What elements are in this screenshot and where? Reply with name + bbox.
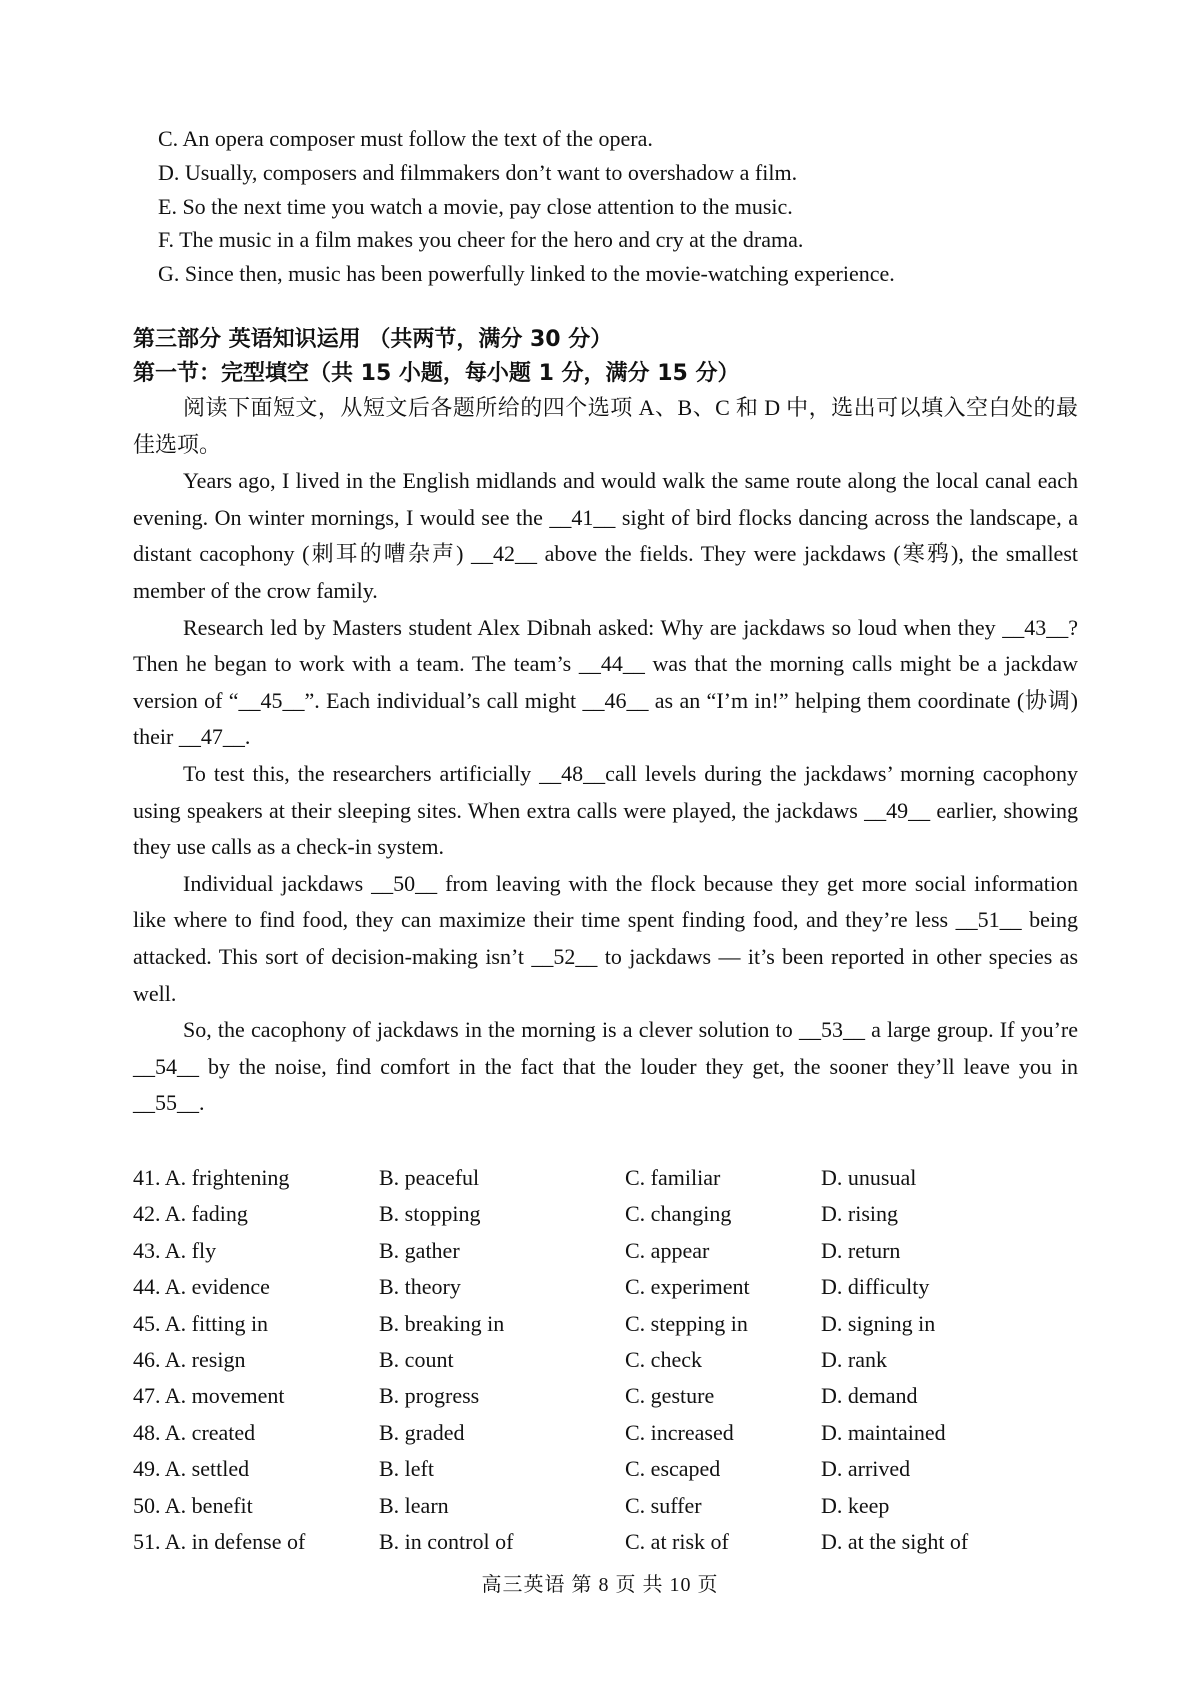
choice-c: C. changing <box>625 1201 732 1227</box>
choice-c: C. at risk of <box>625 1528 729 1554</box>
choice-c: C. stepping in <box>625 1310 748 1336</box>
choice-row-41 <box>133 1160 1078 1196</box>
choice-c: C. check <box>625 1346 702 1372</box>
passage-paragraph-5: So, the cacophony of jackdaws in the morning is a clever solution to __53__ a large group. If you’re __54__ by the noise, find comfort in the fact that the louder they get, the sooner they’ll leave you in __55__. <box>133 1017 1078 1116</box>
choice-row-47 <box>133 1378 1078 1414</box>
choice-a: 44. A. evidence <box>133 1274 270 1300</box>
choice-c: C. familiar <box>625 1165 721 1190</box>
passage-block <box>133 390 1078 1122</box>
section-heading: 第一节：完型填空（共 15 小题，每小题 1 分，满分 15 分） <box>133 361 740 386</box>
choice-d: D. unusual <box>821 1165 917 1190</box>
choice-row-49 <box>133 1451 1078 1487</box>
choice-d: D. at the sight of <box>821 1528 969 1554</box>
choice-b: B. learn <box>379 1492 449 1518</box>
choice-c: C. escaped <box>625 1456 721 1482</box>
choice-b: B. graded <box>379 1419 465 1445</box>
passage-paragraph-3: To test this, the researchers artificially __48__call levels during the jackdaws’ morning cacophony using speakers at their sleeping sites. When extra calls were played, the jackdaws __49__ earlier, showing they use calls as a check-in system. <box>133 760 1078 860</box>
choice-a: 48. A. created <box>133 1419 256 1445</box>
choice-a: 42. A. fading <box>133 1201 248 1227</box>
choice-row-46 <box>133 1342 1078 1378</box>
choice-a: 41. A. frightening <box>133 1165 290 1190</box>
choice-b: B. in control of <box>379 1528 514 1554</box>
choice-a: 51. A. in defense of <box>133 1528 306 1554</box>
choice-d: D. keep <box>821 1492 890 1518</box>
answer-choices <box>133 1160 1078 1560</box>
choice-a: 45. A. fitting in <box>133 1310 269 1336</box>
choice-a: 43. A. fly <box>133 1237 217 1263</box>
choice-c: C. experiment <box>625 1274 750 1300</box>
passage-paragraph-4: Individual jackdaws __50__ from leaving with the flock because they get more social information like where to find food, they can maximize their time spent finding food, and they’re less __51__ being attacked. This sort of decision-making isn’t __52__ to jackdaws — it’s been reported in other species as well. <box>133 870 1078 1006</box>
choice-row-50 <box>133 1488 1078 1524</box>
choice-d: D. maintained <box>821 1419 946 1445</box>
choice-row-42 <box>133 1196 1078 1232</box>
page-footer: 高三英语 第 8 页 共 10 页 <box>481 1574 719 1596</box>
choice-row-44 <box>133 1269 1078 1305</box>
passage-paragraph-2: Research led by Masters student Alex Dibnah asked: Why are jackdaws so loud when they __43__? Then he began to work with a team. The team’s __44__ was that the morning calls might be a jackdaw version of “__45__”. Each individual’s call might __46__ as an “I’m in!” helping them coordinate (协调) their __47__. <box>133 614 1078 750</box>
choice-b: B. progress <box>379 1383 480 1409</box>
choice-a: 47. A. movement <box>133 1383 285 1409</box>
choice-row-51 <box>133 1524 1078 1560</box>
choice-c: C. suffer <box>625 1492 702 1518</box>
choice-c: C. appear <box>625 1237 710 1263</box>
option-c: C. An opera composer must follow the text of the opera. <box>158 126 653 151</box>
choice-b: B. stopping <box>379 1201 481 1227</box>
option-g: G. Since then, music has been powerfully linked to the movie-watching experience. <box>158 261 895 286</box>
instruction-text: 阅读下面短文，从短文后各题所给的四个选项 A、B、C 和 D 中，选出可以填入空白处的最佳选项。 <box>133 395 1078 457</box>
option-e: E. So the next time you watch a movie, pay close attention to the music. <box>158 194 793 219</box>
choice-b: B. peaceful <box>379 1165 480 1190</box>
choice-d: D. rising <box>821 1201 898 1227</box>
choice-b: B. left <box>379 1456 434 1482</box>
choice-b: B. count <box>379 1346 454 1372</box>
choice-d: D. difficulty <box>821 1274 930 1300</box>
part-heading: 第三部分 英语知识运用 （共两节，满分 30 分） <box>133 327 613 352</box>
choice-d: D. rank <box>821 1346 887 1372</box>
choice-d: D. arrived <box>821 1456 911 1482</box>
option-f: F. The music in a film makes you cheer for the hero and cry at the drama. <box>158 227 804 252</box>
choice-c: C. gesture <box>625 1383 715 1409</box>
choice-row-45 <box>133 1306 1078 1342</box>
choice-b: B. breaking in <box>379 1310 505 1336</box>
choice-b: B. theory <box>379 1274 461 1300</box>
choice-d: D. signing in <box>821 1310 936 1336</box>
option-d: D. Usually, composers and filmmakers don’t want to overshadow a film. <box>158 160 798 185</box>
choice-c: C. increased <box>625 1419 734 1445</box>
choice-row-43 <box>133 1233 1078 1269</box>
choice-row-48 <box>133 1415 1078 1451</box>
choice-d: D. return <box>821 1237 901 1263</box>
passage-paragraph-1: Years ago, I lived in the English midlands and would walk the same route along the local canal each evening. On winter mornings, I would see the __41__ sight of bird flocks dancing across the landscape, a distant cacophony (刺耳的嘈杂声) __42__ above the fields. They were jackdaws (寒鸦), the smallest member of the crow family. <box>133 468 1078 603</box>
choice-a: 46. A. resign <box>133 1346 246 1372</box>
choice-b: B. gather <box>379 1237 460 1263</box>
choice-d: D. demand <box>821 1383 918 1409</box>
choice-a: 49. A. settled <box>133 1456 250 1482</box>
choice-a: 50. A. benefit <box>133 1492 253 1518</box>
